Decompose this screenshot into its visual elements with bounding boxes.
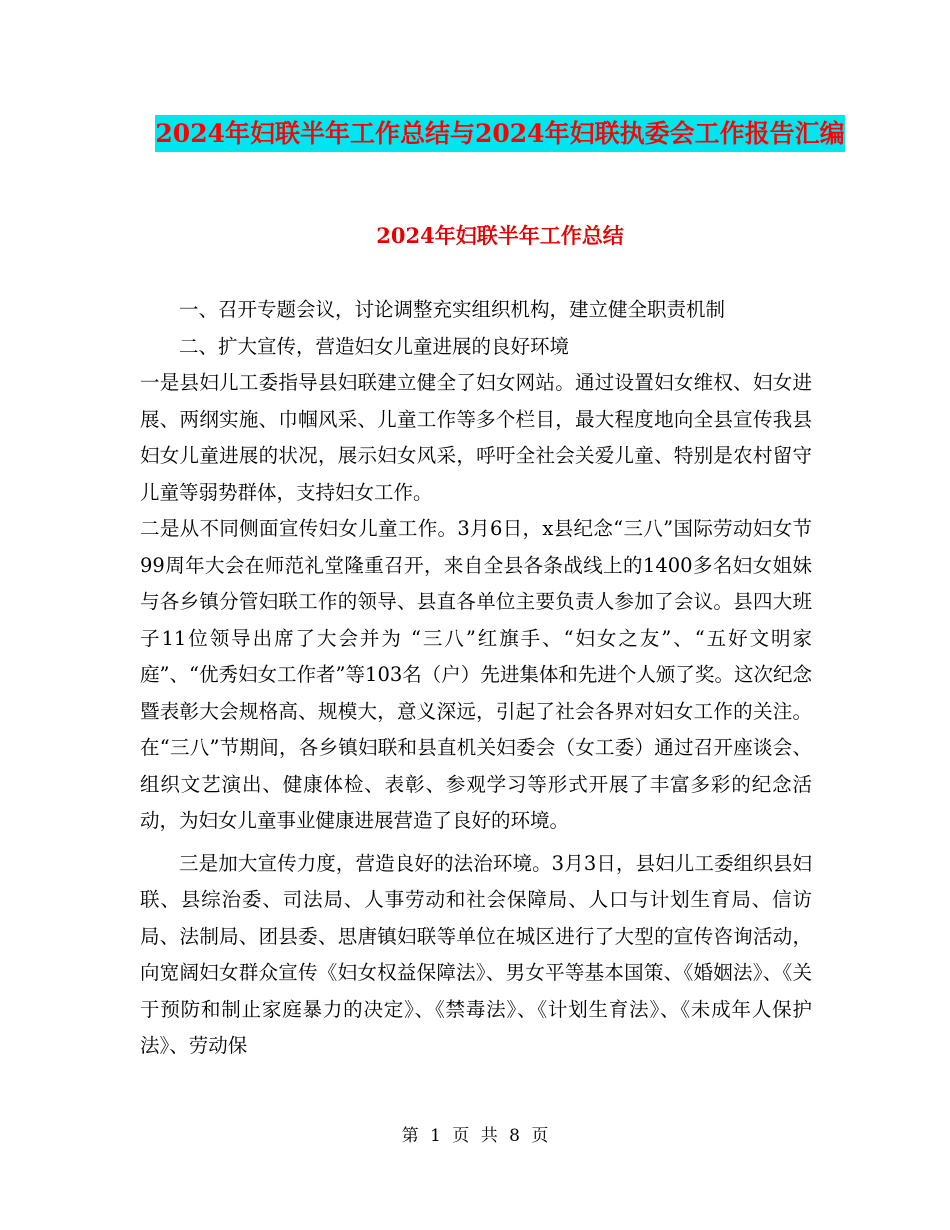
paragraph-heading-1: 一、召开专题会议，讨论调整充实组织机构，建立健全职责机制 [179, 298, 726, 321]
section-title: 2024年妇联半年工作总结 [376, 223, 624, 248]
document-title [140, 110, 860, 158]
paragraph-2: 二是从不同侧面宣传妇女儿童工作。3月6日，x县纪念“三八”国际劳动妇女节99周年大会在师范礼堂隆重召开，来自全县各条战线上的1400多名妇女姐妹与各乡镇分管妇联工作的领导、县直各单位主要负责人参加了会议。县四大班子11位领导出席了大会并为 “三八”红旗手、“妇女之友”、“五好文明家庭”、“优秀妇女工作者”等103名（户）先进集体和先进个人颁了奖。这次纪念暨表彰大会规格高、规模大，意义深远，引起了社会各界对妇女工作的关注。在“三八”节期间，各乡镇妇联和县直机关妇委会（女工委）通过召开座谈会、组织文艺演出、健康体检、表彰、参观学习等形式开展了丰富多彩的纪念活动，为妇女儿童事业健康进展营造了良好的环境。 [140, 517, 812, 832]
page-footer: 第 1 页 共 8 页 [401, 1126, 549, 1146]
paragraph-heading-2: 二、扩大宣传，营造妇女儿童进展的良好环境 [179, 334, 570, 358]
document-body [140, 292, 812, 1065]
paragraph-1: 一是县妇儿工委指导县妇联建立健全了妇女网站。通过设置妇女维权、妇女进展、两纲实施、巾帼风采、儿童工作等多个栏目，最大程度地向全县宣传我县妇女儿童进展的状况，展示妇女风采，呼吁全社会关爱儿童、特别是农村留守儿童等弱势群体，支持妇女工作。 [140, 371, 812, 504]
document-title-text: 2024年妇联半年工作总结与2024年妇联执委会工作报告汇编 [155, 115, 844, 152]
paragraph-3: 三是加大宣传力度，营造良好的法治环境。3月3日，县妇儿工委组织县妇联、县综治委、司法局、人事劳动和社会保障局、人口与计划生育局、信访局、法制局、团县委、思唐镇妇联等单位在城区进行了大型的宣传咨询活动，向宽阔妇女群众宣传《妇女权益保障法》、男女平等基本国策、《婚姻法》、《关于预防和制止家庭暴力的决定》、《禁毒法》、《计划生育法》、《未成年人保护法》、劳动保 [140, 851, 812, 1057]
